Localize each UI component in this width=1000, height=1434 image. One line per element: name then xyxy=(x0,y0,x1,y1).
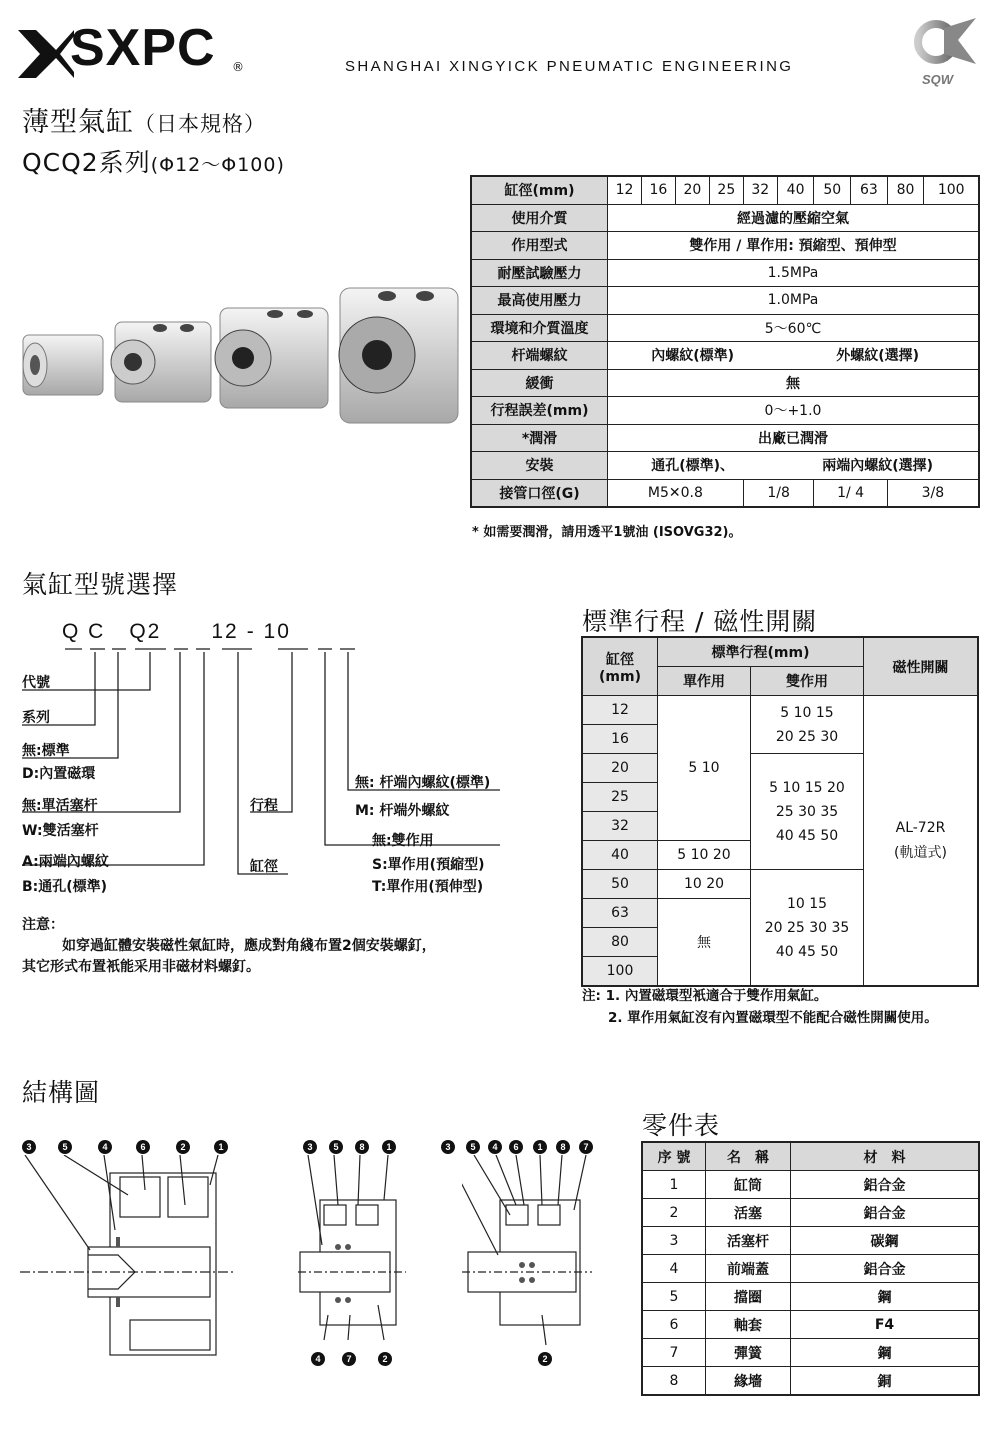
port-value: 3/8 xyxy=(887,479,979,507)
label-female-thread: 無: 杆端內螺紋(標準) xyxy=(355,775,491,791)
table-row: 4 前端蓋 鋁合金 xyxy=(642,1255,979,1283)
model-code: Q C Q2 12 - 10 xyxy=(62,620,291,643)
bore-cell: 25 xyxy=(582,783,658,812)
logo-mark-icon xyxy=(18,30,74,78)
company-name: SHANGHAI XINGYICK PNEUMATIC ENGINEERING xyxy=(345,58,794,75)
label-single-s: S:單作用(預縮型) xyxy=(372,857,485,873)
spec-row-label: 最高使用壓力 xyxy=(471,287,608,315)
label-mount-a: A:兩端內螺紋 xyxy=(22,854,109,870)
label-mount-b: B:通孔(標準) xyxy=(22,879,108,895)
port-value: 1/8 xyxy=(743,479,814,507)
tolerance-value: 0～+1.0 xyxy=(608,397,980,425)
registered-mark: ® xyxy=(232,60,244,74)
callout-3: 3 xyxy=(441,1140,455,1154)
cushion-value: 無 xyxy=(608,369,980,397)
table-row: 6 軸套 F4 xyxy=(642,1311,979,1339)
label-single-rod: 無:單活塞杆 xyxy=(22,798,98,814)
bore-label: 缸徑(mm) xyxy=(471,176,608,204)
structure-heading: 結構圖 xyxy=(22,1078,101,1107)
stroke-heading: 標準行程 / 磁性開關 xyxy=(582,607,818,636)
bore-cell: 20 xyxy=(582,754,658,783)
label-double-acting: 無:雙作用 xyxy=(372,833,434,849)
callout-4: 4 xyxy=(488,1140,502,1154)
callout-1: 1 xyxy=(382,1140,396,1154)
port-label: 接管口徑(G) xyxy=(471,479,608,507)
double-header: 雙作用 xyxy=(751,667,864,696)
thread-standard: 內螺紋(標準) xyxy=(608,342,778,370)
bore-cell: 32 xyxy=(743,176,777,204)
callout-3: 3 xyxy=(303,1140,317,1154)
callout-6: 6 xyxy=(509,1140,523,1154)
bore-cell: 50 xyxy=(814,176,851,204)
cushion-label: 緩衝 xyxy=(471,369,608,397)
parts-header-material: 材 料 xyxy=(791,1142,980,1171)
tolerance-label: 行程誤差(mm) xyxy=(471,397,608,425)
table-row: 7 彈簧 鋼 xyxy=(642,1339,979,1367)
std-stroke-header: 標準行程(mm) xyxy=(658,637,864,667)
single-stroke: 5 10 20 xyxy=(658,841,751,870)
single-stroke: 10 20 xyxy=(658,870,751,899)
callout-3: 3 xyxy=(22,1140,36,1154)
label-single-t: T:單作用(預伸型) xyxy=(372,879,484,895)
model-heading: 氣缸型號選擇 xyxy=(22,570,179,599)
sqw-logo-icon xyxy=(914,18,976,74)
bore-cell: 20 xyxy=(675,176,709,204)
bore-cell: 25 xyxy=(709,176,743,204)
mount-standard: 通孔(標準)、 xyxy=(608,452,778,480)
spec-row-value: 經過濾的壓縮空氣 xyxy=(608,204,980,232)
spec-row-value: 1.5MPa xyxy=(608,259,980,287)
bore-cell: 80 xyxy=(887,176,924,204)
bore-cell: 12 xyxy=(582,696,658,725)
bore-cell: 12 xyxy=(608,176,642,204)
callout-5: 5 xyxy=(466,1140,480,1154)
table-row: 1 缸筒 鋁合金 xyxy=(642,1171,979,1199)
spec-row-label: 環境和介質溫度 xyxy=(471,314,608,342)
sqw-label: SQW xyxy=(922,72,954,87)
label-code: 代號 xyxy=(22,675,50,691)
structure-diagram-1 xyxy=(20,1155,235,1365)
callout-7: 7 xyxy=(342,1352,356,1366)
bore-cell: 50 xyxy=(582,870,658,899)
callout-1: 1 xyxy=(214,1140,228,1154)
bore-cell: 32 xyxy=(582,812,658,841)
spec-table xyxy=(470,175,980,508)
series-title: QCQ2系列(Φ12～Φ100) xyxy=(22,148,285,177)
label-bore: 缸徑 xyxy=(250,859,278,875)
table-row: 2 活塞 鋁合金 xyxy=(642,1199,979,1227)
spec-note: * 如需要潤滑，請用透平1號油 (ISOVG32)。 xyxy=(472,525,742,540)
mount-label: 安裝 xyxy=(471,452,608,480)
stroke-notes: 注: 1. 內置磁環型衹適合于雙作用氣缸。 2. 單作用氣缸沒有內置磁環型不能配合磁性開關使用。 xyxy=(582,988,938,1026)
callout-1: 1 xyxy=(533,1140,547,1154)
double-stroke: 5 10 15 20 25 30 35 40 45 50 xyxy=(751,754,864,870)
double-stroke: 10 15 20 25 30 35 40 45 50 xyxy=(751,870,864,987)
stroke-table xyxy=(581,636,979,987)
structure-diagram-2 xyxy=(298,1155,406,1355)
switch-model: AL-72R (軌道式) xyxy=(864,696,979,987)
label-male-thread: M: 杆端外螺紋 xyxy=(355,803,450,819)
port-value: M5✕0.8 xyxy=(608,479,744,507)
label-standard: 無:標準 xyxy=(22,743,70,759)
switch-header: 磁性開關 xyxy=(864,637,979,696)
spec-row-label: 作用型式 xyxy=(471,232,608,260)
callout-5: 5 xyxy=(329,1140,343,1154)
single-stroke: 無 xyxy=(658,899,751,987)
logo: SXPC xyxy=(70,19,216,77)
bore-cell: 100 xyxy=(582,957,658,987)
bore-cell: 40 xyxy=(777,176,814,204)
thread-option: 外螺紋(選擇) xyxy=(777,342,979,370)
lube-label: *潤滑 xyxy=(471,424,608,452)
callout-5: 5 xyxy=(58,1140,72,1154)
label-stroke: 行程 xyxy=(250,798,278,814)
single-header: 單作用 xyxy=(658,667,751,696)
table-row: 5 擋圈 鋼 xyxy=(642,1283,979,1311)
bore-cell: 16 xyxy=(582,725,658,754)
spec-row-value: 1.0MPa xyxy=(608,287,980,315)
product-photo xyxy=(15,280,465,430)
bore-cell: 16 xyxy=(641,176,675,204)
label-series: 系列 xyxy=(22,710,50,726)
parts-heading: 零件表 xyxy=(642,1111,721,1140)
bore-cell: 40 xyxy=(582,841,658,870)
parts-header-name: 名 稱 xyxy=(706,1142,791,1171)
callout-2: 2 xyxy=(378,1352,392,1366)
parts-table xyxy=(641,1141,980,1396)
lube-value: 出廠已潤滑 xyxy=(608,424,980,452)
label-magnet: D:內置磁環 xyxy=(22,766,96,782)
callout-4: 4 xyxy=(311,1352,325,1366)
bore-cell: 63 xyxy=(582,899,658,928)
label-double-rod: W:雙活塞杆 xyxy=(22,823,99,839)
parts-header-no: 序 號 xyxy=(642,1142,706,1171)
callout-8: 8 xyxy=(556,1140,570,1154)
callout-8: 8 xyxy=(355,1140,369,1154)
bore-cell: 100 xyxy=(924,176,979,204)
bore-cell: 63 xyxy=(851,176,888,204)
spec-row-value: 雙作用 / 單作用: 預縮型、預伸型 xyxy=(608,232,980,260)
callout-2: 2 xyxy=(538,1352,552,1366)
bore-cell: 80 xyxy=(582,928,658,957)
callout-4: 4 xyxy=(98,1140,112,1154)
structure-diagram-3 xyxy=(462,1155,592,1355)
spec-row-value: 5～60℃ xyxy=(608,314,980,342)
callout-7: 7 xyxy=(579,1140,593,1154)
single-stroke: 5 10 xyxy=(658,696,751,841)
port-value: 1/ 4 xyxy=(814,479,887,507)
spec-row-label: 使用介質 xyxy=(471,204,608,232)
mount-option: 兩端內螺紋(選擇) xyxy=(777,452,979,480)
spec-row-label: 耐壓試驗壓力 xyxy=(471,259,608,287)
warning-note: 注意： 如穿過缸體安裝磁性氣缸時，應成對角綫布置2個安裝螺釘， 其它形式布置衹能采用非磁材料螺釘。 xyxy=(22,917,436,975)
callout-2: 2 xyxy=(176,1140,190,1154)
double-stroke: 5 10 15 20 25 30 xyxy=(751,696,864,754)
bore-header: 缸徑 (mm) xyxy=(582,637,658,696)
table-row: 8 緣墻 銅 xyxy=(642,1367,979,1396)
page-title: 薄型氣缸（日本規格） xyxy=(22,107,266,138)
table-row: 3 活塞杆 碳鋼 xyxy=(642,1227,979,1255)
thread-label: 杆端螺紋 xyxy=(471,342,608,370)
callout-6: 6 xyxy=(136,1140,150,1154)
